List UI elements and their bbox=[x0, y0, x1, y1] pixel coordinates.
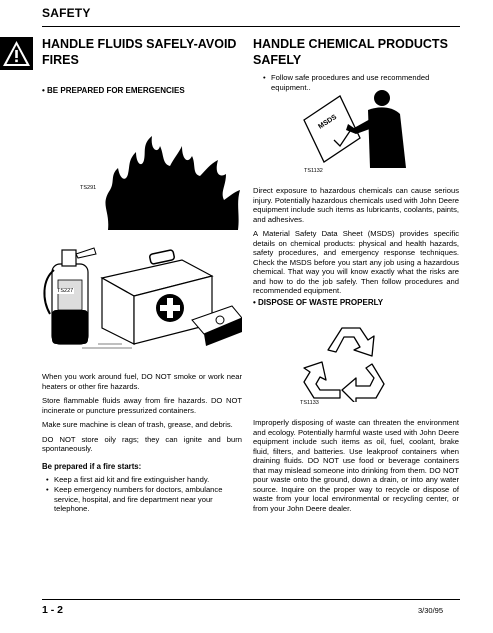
msds-label: MSDS bbox=[317, 113, 339, 131]
fire-list bbox=[42, 475, 242, 514]
emergency-equipment-illustration bbox=[42, 240, 242, 350]
paragraph: DO NOT store oily rags; they can ignite and burn spontaneously. bbox=[42, 434, 242, 453]
list-item: • Follow safe procedures and use recommended equipment.. bbox=[271, 73, 461, 92]
safety-alert-icon bbox=[0, 37, 33, 70]
header-rule bbox=[42, 26, 460, 27]
list-item: • Keep a first aid kit and fire extinguisher handy. bbox=[54, 475, 242, 485]
paragraph: Make sure machine is clean of trash, grease, and debris. bbox=[42, 420, 233, 429]
fire-illustration bbox=[70, 130, 250, 230]
emergencies-heading: BE PREPARED FOR EMERGENCIES bbox=[47, 86, 185, 95]
section-title: SAFETY bbox=[42, 6, 91, 20]
paragraph: When you work around fuel, DO NOT smoke or work near heaters or other fire hazards. bbox=[42, 372, 242, 391]
waste-heading: DISPOSE OF WASTE PROPERLY bbox=[258, 298, 384, 307]
footer-rule bbox=[42, 599, 460, 600]
recycle-caption: TS1133 bbox=[300, 400, 319, 406]
msds-illustration bbox=[298, 90, 418, 168]
waste-body bbox=[253, 418, 459, 518]
paragraph: Improperly disposing of waste can threaten the environment and ecology. Potentially harmful waste used with John Deere equipment include such items as oil, fuel, coolant, brake fluid, filters, and batteries. Use leakproof containers when draining fluids. DO NOT use food or beverage containers that may mislead someone into drinking from them. DO NOT pour waste onto the ground, down a drain, or into any water source. Inquire on the proper way to recycle or dispose of waste from your local environmental or recycling center, or from your John Deere dealer. bbox=[253, 418, 459, 513]
right-column bbox=[253, 36, 461, 93]
waste-bullet: • DISPOSE OF WASTE PROPERLY bbox=[253, 298, 384, 307]
recycle-illustration bbox=[300, 322, 386, 402]
emergencies-bullet: • BE PREPARED FOR EMERGENCIES bbox=[42, 86, 185, 95]
paragraph: Direct exposure to hazardous chemicals can cause serious injury. Potentially hazardous chemicals used with John Deere equipment include such items as lubricants, coolants, paints, and adhesives. bbox=[253, 186, 459, 224]
paragraph: Store flammable fluids away from fire hazards. DO NOT incinerate or puncture pressurized containers. bbox=[42, 396, 242, 415]
paragraph: A Material Safety Data Sheet (MSDS) provides specific details on chemical products: physical and health hazards, safety procedures, and emergency response techniques. Check the MSDS before you start any job using a hazardous chemical. That way you will know exactly what the risks are and how to do the job safely. Then follow procedures and recommended equipment. bbox=[253, 229, 459, 295]
emergency-caption: TS227 bbox=[57, 288, 74, 294]
page-number: 1 - 2 bbox=[42, 604, 64, 616]
list-item: • Keep emergency numbers for doctors, ambulance service, hospital, and fire department near your telephone. bbox=[54, 485, 242, 514]
fluids-heading: HANDLE FLUIDS SAFELY-AVOID FIRES bbox=[42, 37, 237, 67]
date: 3/30/95 bbox=[418, 606, 444, 615]
fire-caption: TS291 bbox=[80, 185, 97, 191]
fire-subheading: Be prepared if a fire starts: bbox=[42, 461, 142, 471]
left-column bbox=[42, 36, 242, 68]
right-body bbox=[253, 186, 459, 301]
left-body bbox=[42, 372, 242, 515]
chemical-heading: HANDLE CHEMICAL PRODUCTS SAFELY bbox=[253, 37, 448, 67]
msds-caption: TS1132 bbox=[304, 168, 323, 174]
